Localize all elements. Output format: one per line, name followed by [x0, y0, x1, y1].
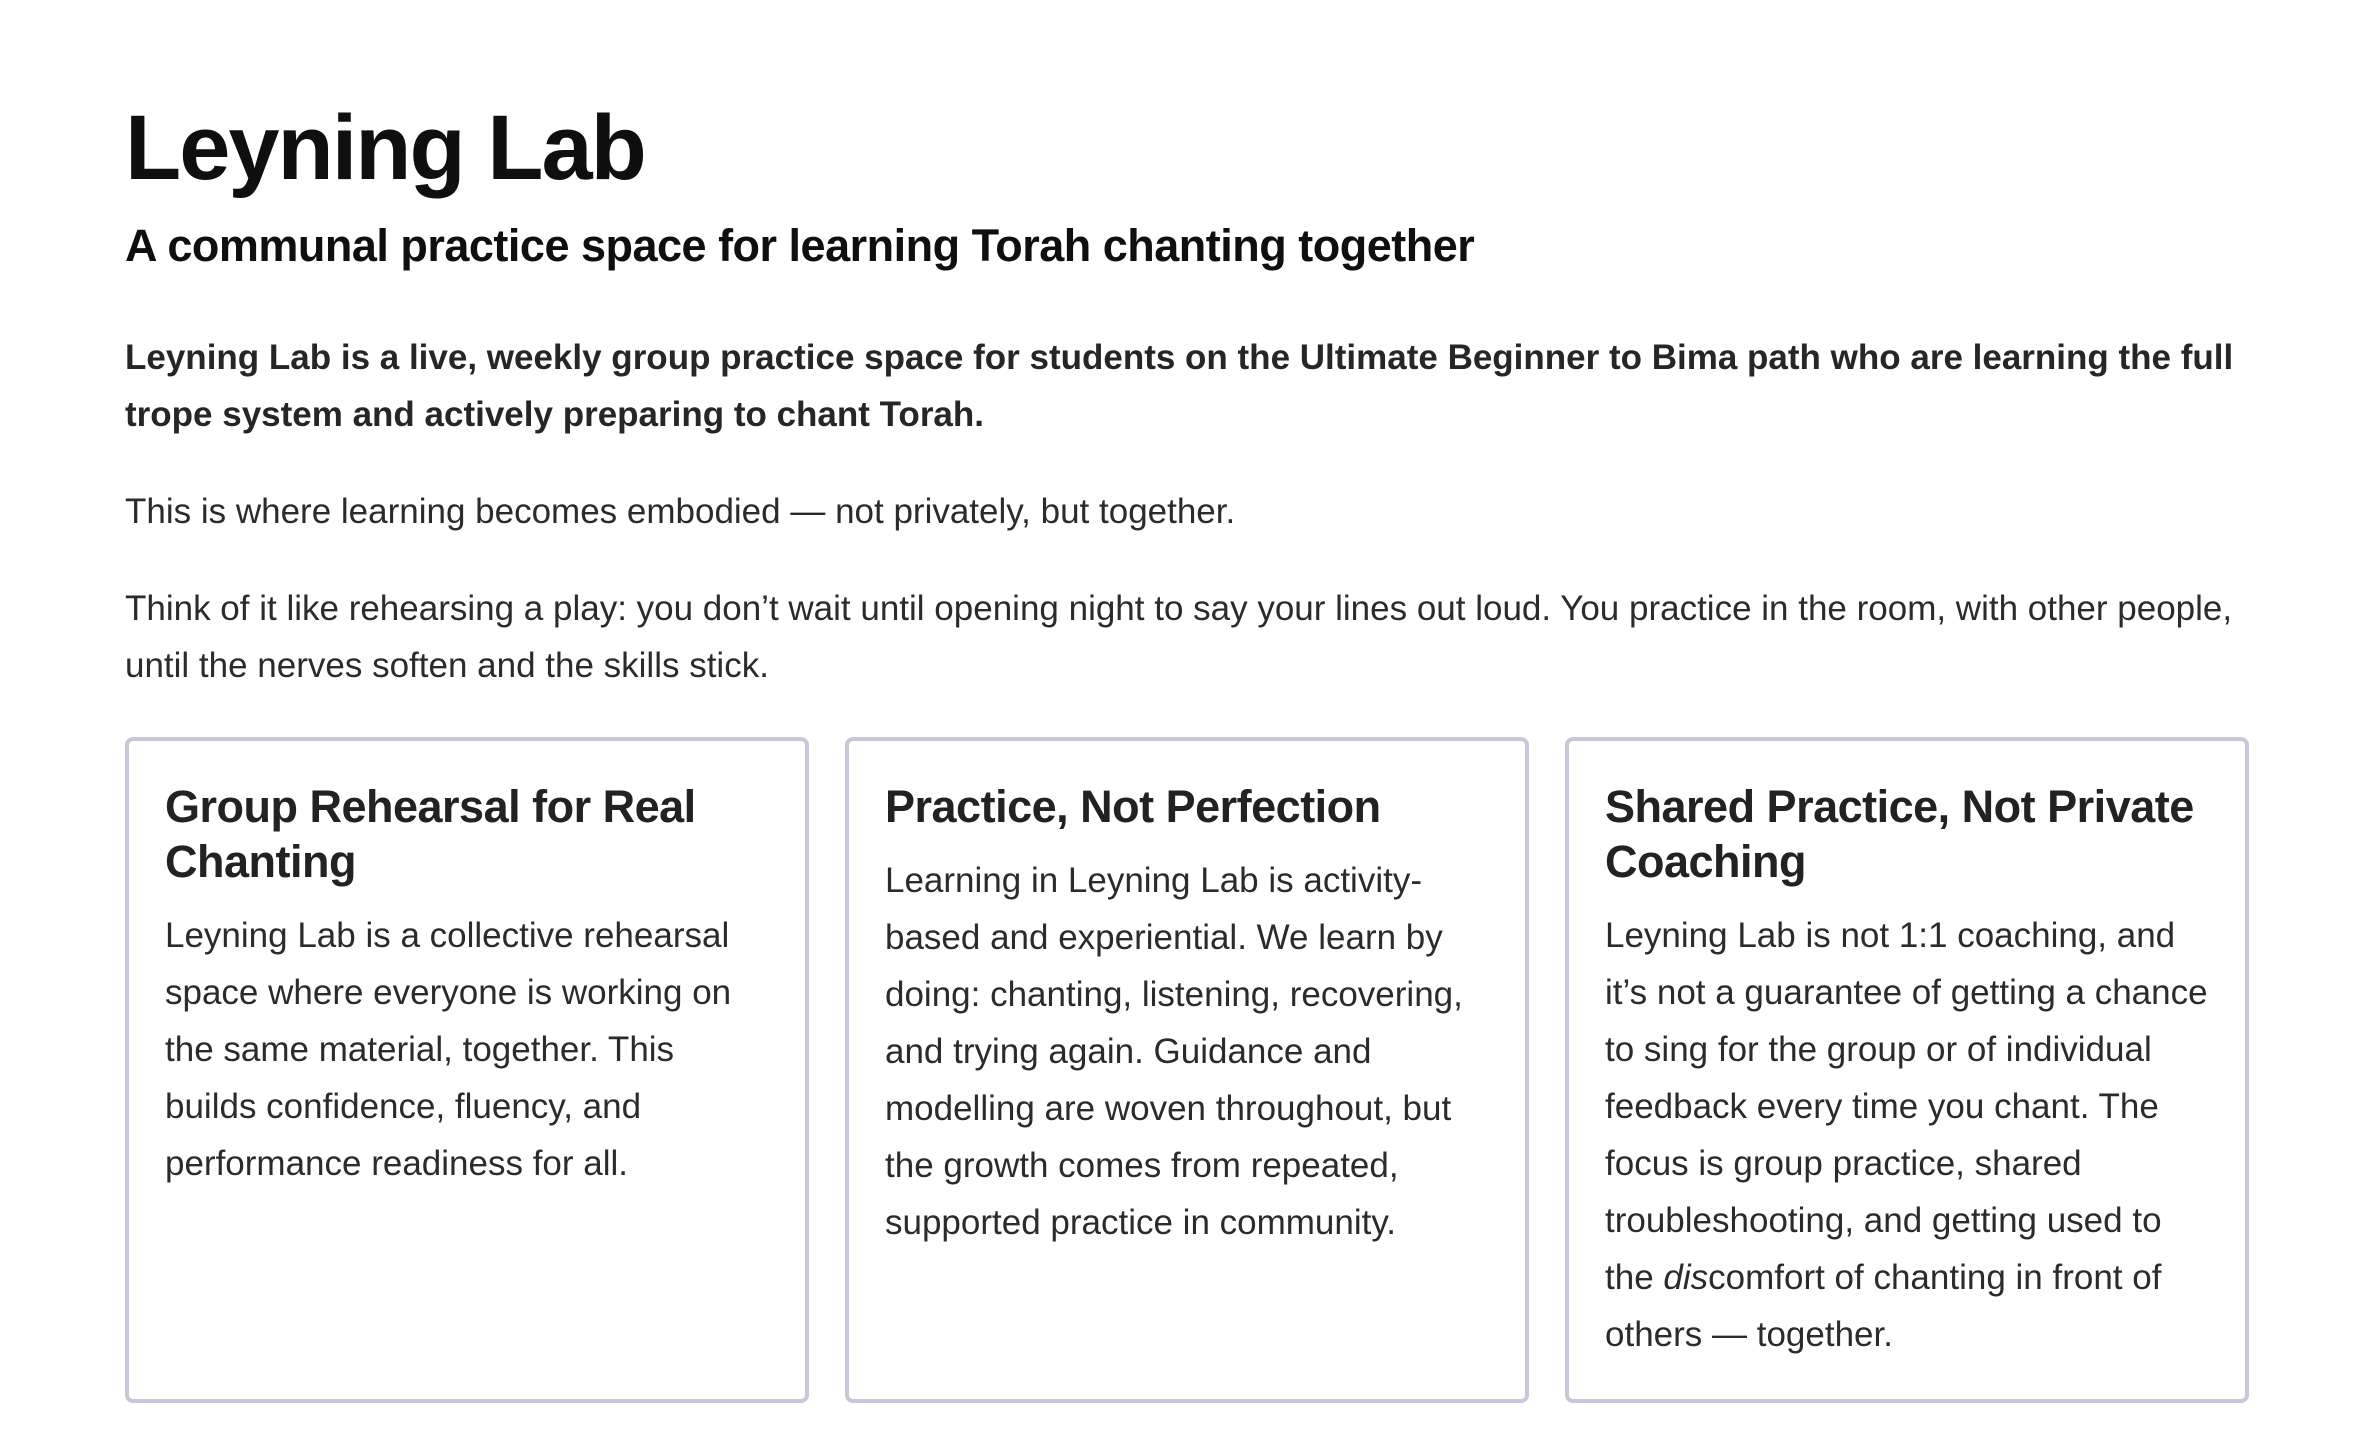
card-body-emphasis: dis [1663, 1258, 1709, 1297]
card-title: Shared Practice, Not Private Coaching [1605, 781, 2194, 887]
card-body-text-after: comfort of chanting in front of others — together. [1605, 1258, 2162, 1354]
card-practice-not-perfection [845, 737, 1529, 1403]
feature-cards [125, 737, 2249, 1403]
body-paragraph-2: Think of it like rehearsing a play: you don’t wait until opening night to say your lines out loud. You practice in the room, with other people, until the nerves soften and the skills stick. [125, 589, 2233, 686]
page-title: Leyning Lab [125, 97, 645, 199]
page-subtitle: A communal practice space for learning Torah chanting together [125, 220, 1475, 272]
card-shared-practice [1565, 737, 2249, 1403]
intro-paragraph: Leyning Lab is a live, weekly group practice space for students on the Ultimate Beginner to Bima path who are learning the full trope system and actively preparing to chant Torah. [125, 338, 2234, 435]
card-title: Practice, Not Perfection [885, 781, 1381, 832]
card-body-text-before: Leyning Lab is not 1:1 coaching, and it’s not a guarantee of getting a chance to sing for the group or of individual feedback every time you chant. The focus is group practice, shared troubleshooting, and getting used to the [1605, 916, 2208, 1297]
card-body: Learning in Leyning Lab is activity-based and experiential. We learn by doing: chanting, listening, recovering, and trying again. Guidance and modelling are woven throughout, but the growth comes from repeated, supported practice in community. [885, 861, 1463, 1242]
card-body: Leyning Lab is a collective rehearsal space where everyone is working on the same material, together. This builds confidence, fluency, and performance readiness for all. [165, 916, 732, 1183]
card-title: Group Rehearsal for Real Chanting [165, 781, 696, 887]
card-body [1605, 907, 2209, 1363]
body-paragraph-1: This is where learning becomes embodied — not privately, but together. [125, 492, 1236, 532]
card-group-rehearsal [125, 737, 809, 1403]
